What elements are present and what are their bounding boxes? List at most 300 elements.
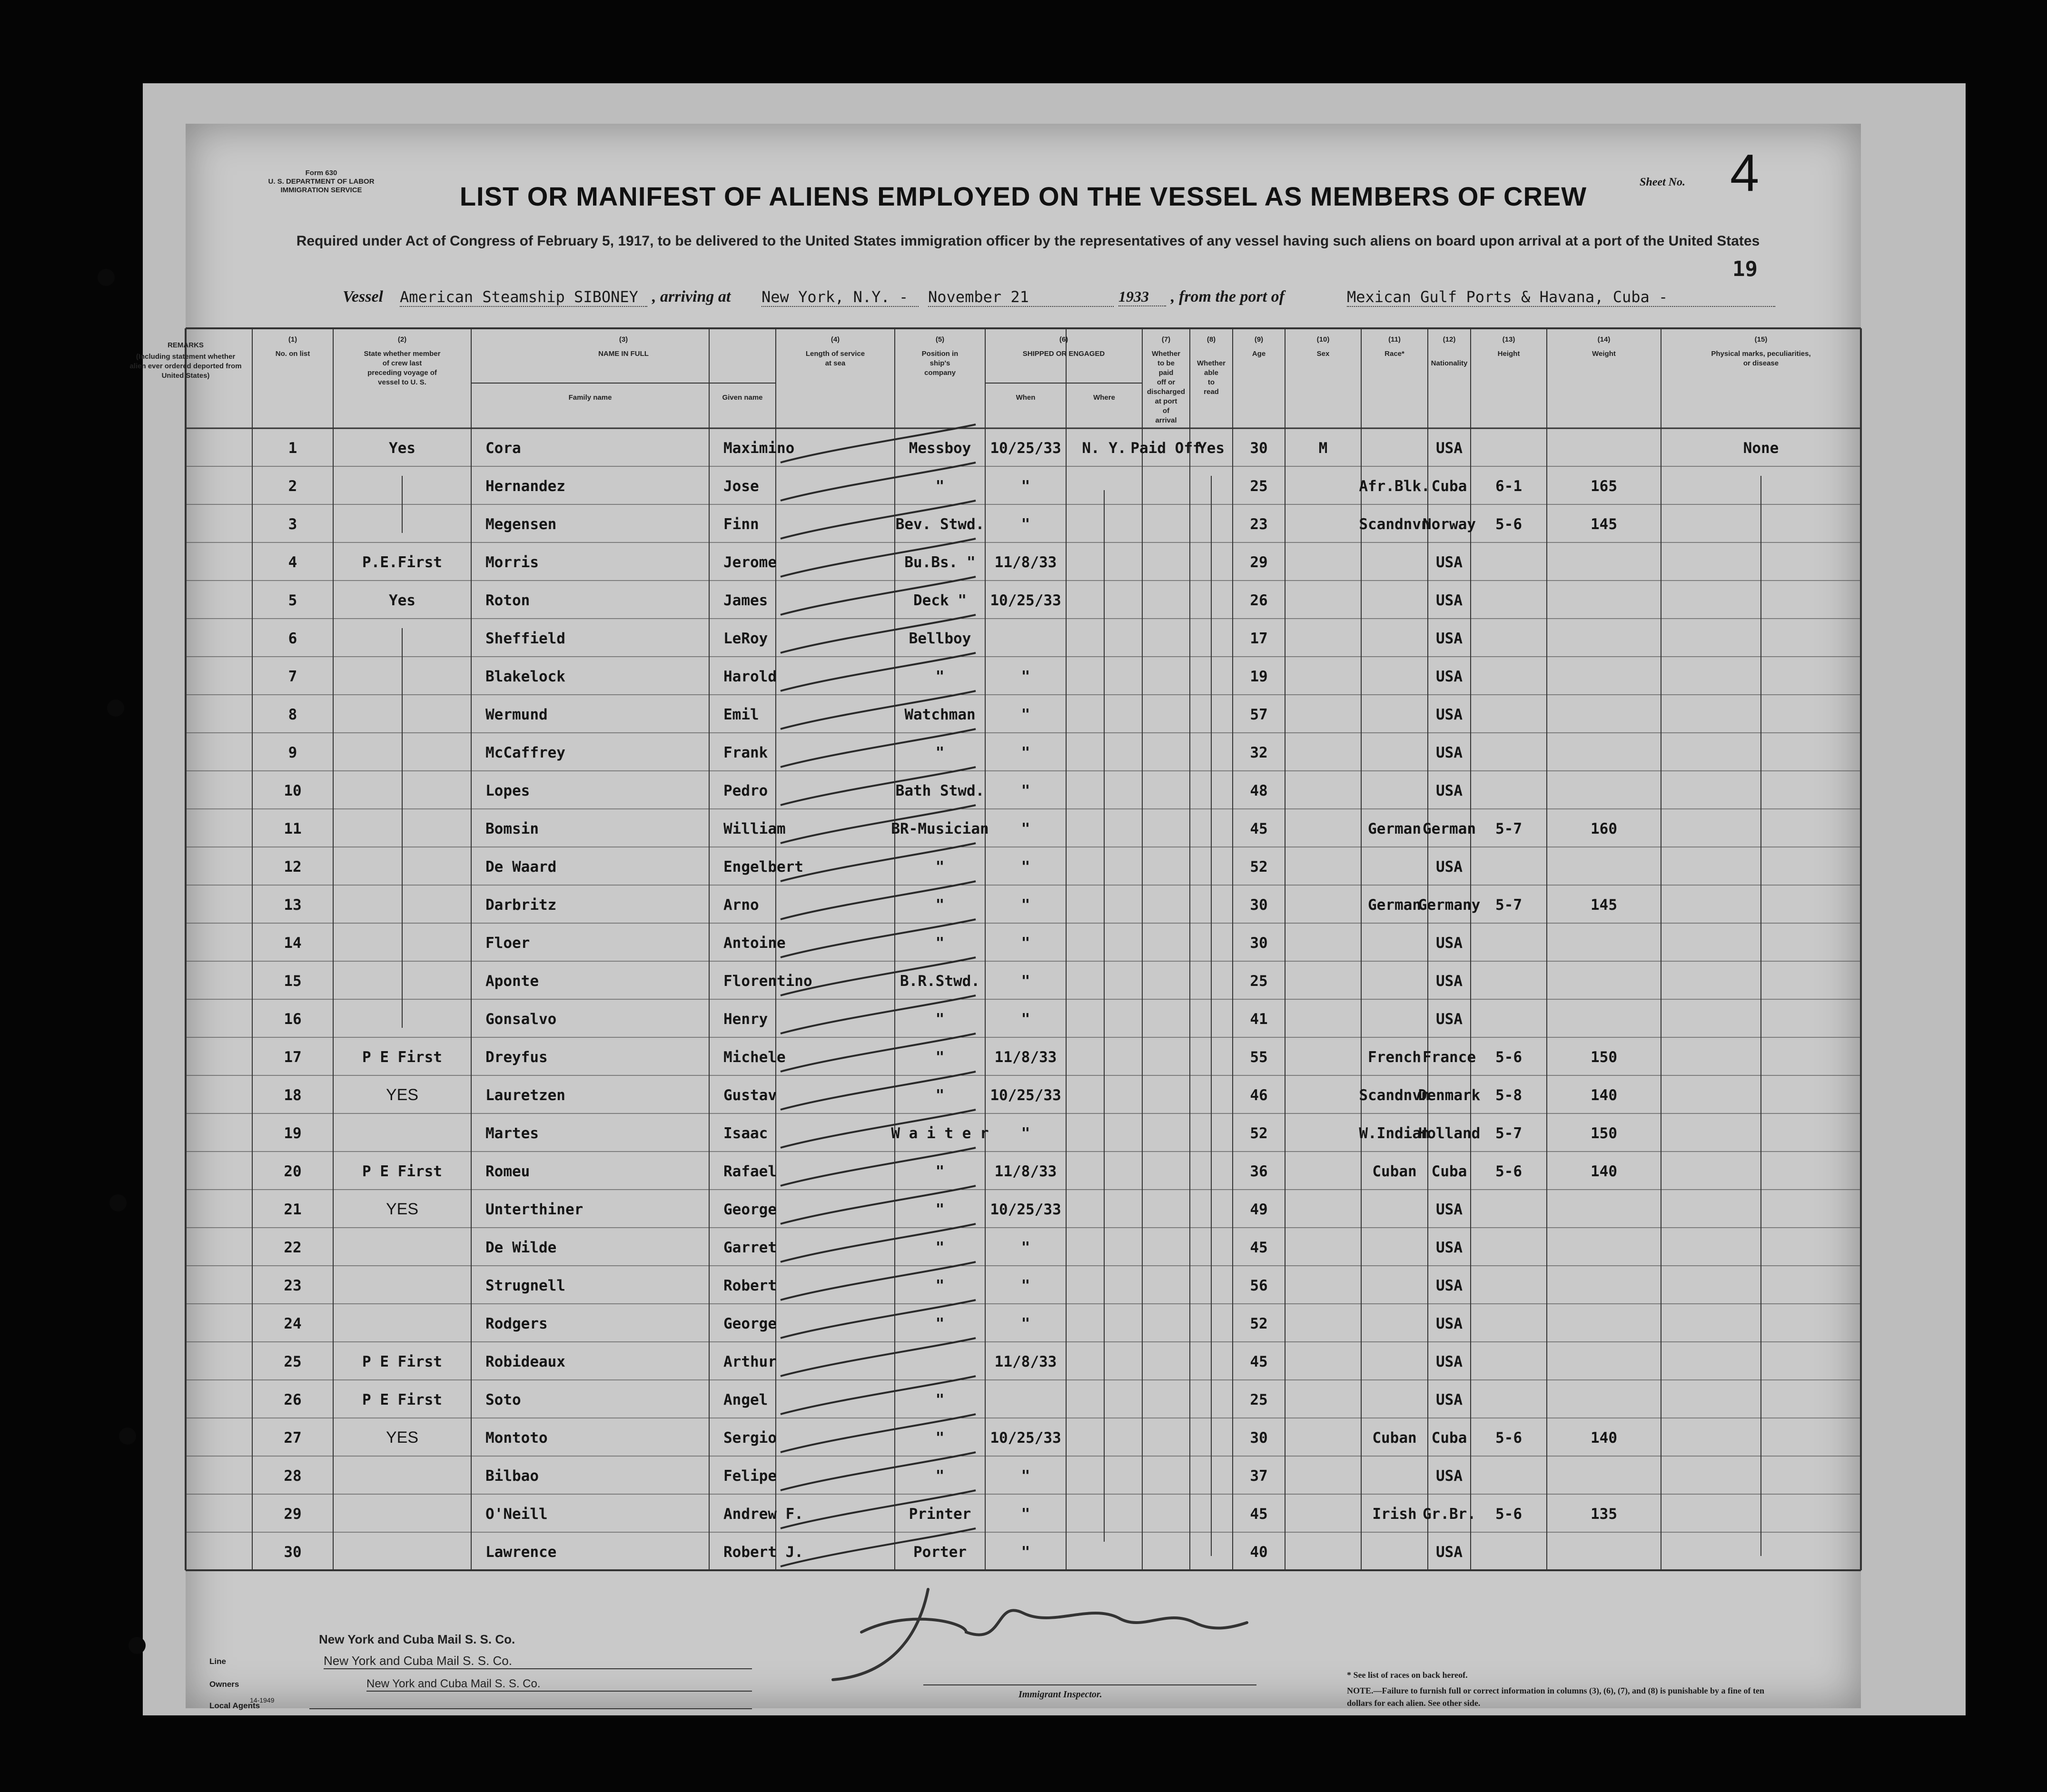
age: 52 [1250, 1315, 1268, 1332]
position: " [935, 1467, 945, 1485]
family-name: Soto [485, 1391, 521, 1408]
family-name: McCaffrey [485, 744, 565, 761]
arriving-label: , arriving at [652, 288, 731, 305]
age: 30 [1250, 1429, 1268, 1447]
column-header: company [924, 369, 956, 377]
given-name: Andrew F. [723, 1506, 803, 1523]
position: " [935, 1315, 945, 1332]
position: B.R.Stwd. [900, 973, 980, 990]
height: 5-8 [1495, 1087, 1522, 1104]
owners-label: Owners [209, 1680, 239, 1689]
position: W a i t e r [891, 1125, 989, 1142]
remarks-subheader: United States) [161, 372, 210, 380]
shipped-when: " [1021, 1239, 1030, 1256]
given-name: James [723, 592, 768, 609]
nationality: USA [1436, 1315, 1463, 1332]
position: Bellboy [909, 630, 971, 647]
given-name: Antoine [723, 935, 786, 952]
remarks-subheader: (Including statement whether [136, 353, 236, 361]
column-header: off or [1157, 378, 1176, 386]
prev-voyage: Yes [389, 440, 415, 457]
list-number: 13 [284, 896, 302, 914]
column-header: Height [1497, 350, 1520, 358]
shipped-when: " [1021, 1467, 1030, 1485]
list-number: 8 [288, 706, 297, 723]
list-number: 21 [284, 1201, 302, 1218]
arrival-port: New York, N.Y. - [761, 288, 919, 307]
list-number: 26 [284, 1391, 302, 1408]
column-header: Physical marks, peculiarities, [1711, 350, 1811, 358]
position: " [935, 1201, 945, 1218]
given-name: George [723, 1315, 777, 1332]
given-name: Engelbert [723, 858, 803, 876]
height: 5-7 [1495, 896, 1522, 914]
list-number: 7 [288, 668, 297, 685]
age: 46 [1250, 1087, 1268, 1104]
penalty-note: NOTE.—Failure to furnish full or correct information in columns (3), (6), (7), and (8) is punishable by a fine of ten dollars for each alien. See other side. [1347, 1686, 1765, 1708]
nationality: USA [1436, 706, 1463, 723]
age: 23 [1250, 516, 1268, 533]
race: Scandnvn [1359, 516, 1430, 533]
position: " [935, 1277, 945, 1294]
height: 5-6 [1495, 1049, 1522, 1066]
given-name: Finn [723, 516, 759, 533]
prev-voyage: YES [386, 1086, 419, 1104]
age: 57 [1250, 706, 1268, 723]
family-name: Floer [485, 935, 530, 952]
family-name: De Wilde [485, 1239, 557, 1256]
age: 19 [1250, 668, 1268, 685]
position: BR-Musician [891, 820, 989, 837]
shipped-when: " [1021, 1125, 1030, 1142]
position: " [935, 744, 945, 761]
position: Porter [913, 1544, 967, 1561]
prev-voyage: Yes [389, 592, 415, 609]
binder-hole [109, 1194, 127, 1211]
shipped-when: " [1021, 782, 1030, 799]
column-number: (5) [935, 335, 945, 344]
family-name: Wermund [485, 706, 548, 723]
race: German [1368, 820, 1421, 837]
remarks-subheader: alien ever ordered deported from [129, 362, 242, 370]
weight: 140 [1591, 1163, 1617, 1180]
remarks-header: REMARKS [168, 341, 204, 349]
list-number: 17 [284, 1049, 302, 1066]
shipped-when: " [1021, 668, 1030, 685]
binder-hole [98, 269, 115, 286]
shipped-when: " [1021, 820, 1030, 837]
paid-off: Paid Off [1130, 440, 1202, 457]
age: 48 [1250, 782, 1268, 799]
family-name: Morris [485, 554, 539, 571]
race: W.Indian [1359, 1125, 1430, 1142]
age: 17 [1250, 630, 1268, 647]
family-name: Robideaux [485, 1353, 565, 1370]
shipped-when: " [1021, 1277, 1030, 1294]
shipped-when: 10/25/33 [990, 1429, 1061, 1447]
list-number: 14 [284, 935, 302, 952]
where-header: Where [1093, 394, 1115, 402]
prev-voyage: YES [386, 1200, 419, 1218]
family-name: Romeu [485, 1163, 530, 1180]
race: Afr.Blk. [1359, 478, 1430, 495]
position: Messboy [909, 440, 971, 457]
list-number: 18 [284, 1087, 302, 1104]
crew-count: 19 [1732, 257, 1758, 281]
given-name: Pedro [723, 782, 768, 799]
nationality: Holland [1418, 1125, 1481, 1142]
column-header: vessel to U. S. [378, 378, 426, 386]
list-number: 3 [288, 516, 297, 533]
family-name: Darbritz [485, 896, 557, 914]
list-number: 6 [288, 630, 297, 647]
shipped-when: " [1021, 1315, 1030, 1332]
given-name: Sergio [723, 1429, 777, 1447]
arrival-date: November 21 [928, 288, 1114, 307]
nationality: France [1423, 1049, 1476, 1066]
list-number: 4 [288, 554, 297, 571]
weight: 140 [1591, 1087, 1617, 1104]
nationality: USA [1436, 744, 1463, 761]
race: Scandnvn [1359, 1087, 1430, 1104]
age: 40 [1250, 1544, 1268, 1561]
departure-port: Mexican Gulf Ports & Havana, Cuba - [1347, 288, 1775, 307]
height: 5-7 [1495, 1125, 1522, 1142]
shipped-when: 10/25/33 [990, 440, 1061, 457]
nationality: USA [1436, 1391, 1463, 1408]
position: " [935, 478, 945, 495]
given-name-header: Given name [722, 394, 763, 402]
position: " [935, 935, 945, 952]
given-name: Rafael [723, 1163, 777, 1180]
sheet-label: Sheet No. [1640, 176, 1685, 188]
column-number: (15) [1754, 335, 1768, 344]
list-number: 1 [288, 440, 297, 457]
nationality: USA [1436, 973, 1463, 990]
shipped-when: " [1021, 1506, 1030, 1523]
height: 5-6 [1495, 1163, 1522, 1180]
list-number: 29 [284, 1506, 302, 1523]
weight: 135 [1591, 1506, 1617, 1523]
age: 52 [1250, 1125, 1268, 1142]
given-name: Jose [723, 478, 759, 495]
list-number: 12 [284, 858, 302, 876]
column-header: of crew last [382, 359, 422, 367]
column-number: (10) [1316, 335, 1330, 344]
position: Printer [909, 1506, 971, 1523]
list-number: 24 [284, 1315, 302, 1332]
nationality: USA [1436, 1239, 1463, 1256]
page-title: LIST OR MANIFEST OF ALIENS EMPLOYED ON THE VESSEL AS MEMBERS OF CREW [459, 181, 1587, 211]
shipped-when: 11/8/33 [994, 554, 1057, 571]
race: French [1368, 1049, 1421, 1066]
weight: 160 [1591, 820, 1617, 837]
column-header: Sex [1316, 350, 1330, 358]
column-header: State whether member [364, 350, 441, 358]
position: Watchman [904, 706, 976, 723]
family-name: Martes [485, 1125, 539, 1142]
family-name: Lopes [485, 782, 530, 799]
family-name: Lawrence [485, 1544, 557, 1561]
column-header: to be [1157, 359, 1175, 367]
nationality: USA [1436, 1353, 1463, 1370]
family-name: Unterthiner [485, 1201, 583, 1218]
age: 49 [1250, 1201, 1268, 1218]
arrival-year: 1933 [1118, 288, 1166, 306]
column-header: able [1204, 369, 1219, 377]
given-name: Gustav [723, 1087, 777, 1104]
column-number: (2) [397, 335, 407, 344]
column-number: (7) [1161, 335, 1171, 344]
height: 5-6 [1495, 516, 1522, 533]
line-label: Line [209, 1657, 226, 1666]
family-name: Hernandez [485, 478, 565, 495]
position: " [935, 1011, 945, 1028]
position: " [935, 1391, 945, 1408]
column-header: Weight [1592, 350, 1616, 358]
when-header: When [1016, 394, 1036, 402]
given-name: Arno [723, 896, 759, 914]
given-name: Florentino [723, 973, 812, 990]
nationality: USA [1436, 668, 1463, 685]
age: 56 [1250, 1277, 1268, 1294]
nationality: USA [1436, 935, 1463, 952]
age: 25 [1250, 478, 1268, 495]
given-name: William [723, 820, 786, 837]
service: IMMIGRATION SERVICE [280, 186, 362, 194]
prev-voyage: P E First [362, 1391, 442, 1408]
nationality: USA [1436, 782, 1463, 799]
column-header: of [1162, 407, 1170, 415]
position: " [935, 1239, 945, 1256]
manifest-form [129, 124, 1861, 1710]
column-header: preceding voyage of [367, 369, 437, 377]
family-name: Bomsin [485, 820, 539, 837]
list-number: 2 [288, 478, 297, 495]
column-header: to [1207, 378, 1215, 386]
nationality: USA [1436, 1277, 1463, 1294]
family-name: Sheffield [485, 630, 565, 647]
nationality: Gr.Br. [1423, 1506, 1476, 1523]
age: 26 [1250, 592, 1268, 609]
shipped-when: " [1021, 1011, 1030, 1028]
nationality: USA [1436, 440, 1463, 457]
position: " [935, 1163, 945, 1180]
company-stamp: New York and Cuba Mail S. S. Co. [319, 1632, 515, 1646]
list-number: 22 [284, 1239, 302, 1256]
department: U. S. DEPARTMENT OF LABOR [268, 177, 375, 186]
column-header: Position in [921, 350, 959, 358]
given-name: Felipe [723, 1467, 777, 1485]
prev-voyage: P.E.First [362, 554, 442, 571]
column-header: discharged [1147, 388, 1186, 396]
nationality: USA [1436, 630, 1463, 647]
age: 55 [1250, 1049, 1268, 1066]
nationality: Cuba [1431, 1429, 1467, 1447]
list-number: 27 [284, 1429, 302, 1447]
given-name: Maximino [723, 440, 795, 457]
nationality: Denmark [1418, 1087, 1481, 1104]
race: German [1368, 896, 1421, 914]
column-header: SHIPPED OR ENGAGED [1022, 350, 1105, 358]
column-number: (8) [1206, 335, 1216, 344]
shipped-when: 10/25/33 [990, 592, 1061, 609]
given-name: George [723, 1201, 777, 1218]
list-number: 20 [284, 1163, 302, 1180]
given-name: Robert [723, 1277, 777, 1294]
prev-voyage: P E First [362, 1163, 442, 1180]
column-number: (11) [1388, 335, 1401, 344]
age: 30 [1250, 896, 1268, 914]
race: Irish [1372, 1506, 1417, 1523]
position: Bev. Stwd. [895, 516, 985, 533]
shipped-when: 11/8/33 [994, 1353, 1057, 1370]
position: " [935, 1087, 945, 1104]
family-name: Cora [485, 440, 521, 457]
column-number: (3) [619, 335, 628, 344]
given-name: LeRoy [723, 630, 768, 647]
column-header: Length of service [805, 350, 865, 358]
column-number: (6) [1059, 335, 1068, 344]
column-number: (13) [1502, 335, 1515, 344]
vessel-label: Vessel [343, 288, 383, 305]
family-name: Strugnell [485, 1277, 565, 1294]
shipped-when: 11/8/33 [994, 1163, 1057, 1180]
shipped-when: " [1021, 478, 1030, 495]
prev-voyage: YES [386, 1428, 419, 1447]
given-name: Robert J. [723, 1544, 803, 1561]
binder-hole [129, 1637, 146, 1654]
sheet-number: 4 [1730, 144, 1760, 202]
column-header: or disease [1743, 359, 1779, 367]
age: 29 [1250, 554, 1268, 571]
shipped-when: " [1021, 935, 1030, 952]
height: 5-6 [1495, 1429, 1522, 1447]
height: 6-1 [1495, 478, 1522, 495]
shipped-when: " [1021, 744, 1030, 761]
given-name: Garret [723, 1239, 777, 1256]
list-number: 19 [284, 1125, 302, 1142]
vessel-name: American Steamship SIBONEY [400, 288, 647, 307]
given-name: Emil [723, 706, 759, 723]
physical-marks: None [1743, 440, 1779, 457]
given-name: Henry [723, 1011, 768, 1028]
nationality: USA [1436, 1467, 1463, 1485]
weight: 150 [1591, 1049, 1617, 1066]
nationality: USA [1436, 592, 1463, 609]
age: 32 [1250, 744, 1268, 761]
column-number: (14) [1597, 335, 1611, 344]
shipped-when: 10/25/33 [990, 1201, 1061, 1218]
form-code: 14-1949 [250, 1696, 275, 1704]
form-number: Form 630 [305, 169, 337, 177]
family-name: Gonsalvo [485, 1011, 557, 1028]
position: Deck " [913, 592, 967, 609]
nationality: German [1423, 820, 1476, 837]
nationality: Norway [1423, 516, 1476, 533]
column-number: (1) [288, 335, 297, 344]
position: Bu.Bs. " [904, 554, 976, 571]
nationality: USA [1436, 1544, 1463, 1561]
age: 52 [1250, 858, 1268, 876]
age: 30 [1250, 935, 1268, 952]
shipped-when: " [1021, 973, 1030, 990]
nationality: USA [1436, 554, 1463, 571]
inspector-signature [186, 124, 1861, 1708]
list-number: 11 [284, 820, 302, 837]
given-name: Angel [723, 1391, 768, 1408]
family-name: De Waard [485, 858, 557, 876]
nationality: USA [1436, 1011, 1463, 1028]
weight: 150 [1591, 1125, 1617, 1142]
column-number: (9) [1254, 335, 1264, 344]
nationality: Cuba [1431, 1163, 1467, 1180]
race: Cuban [1372, 1429, 1417, 1447]
age: 25 [1250, 1391, 1268, 1408]
column-header: Whether [1152, 350, 1180, 358]
position: " [935, 858, 945, 876]
weight: 145 [1591, 896, 1617, 914]
shipped-when: 11/8/33 [994, 1049, 1057, 1066]
owners-value: New York and Cuba Mail S. S. Co. [366, 1677, 752, 1692]
weight: 140 [1591, 1429, 1617, 1447]
race: Cuban [1372, 1163, 1417, 1180]
list-number: 5 [288, 592, 297, 609]
family-name: Aponte [485, 973, 539, 990]
column-header: No. on list [275, 350, 310, 358]
able-to-read: Yes [1198, 440, 1225, 457]
column-number: (12) [1443, 335, 1456, 344]
nationality: Germany [1418, 896, 1481, 914]
position: " [935, 1429, 945, 1447]
column-header: arrival [1155, 416, 1177, 424]
family-name: Megensen [485, 516, 557, 533]
list-number: 23 [284, 1277, 302, 1294]
column-header: at port [1155, 397, 1177, 405]
age: 30 [1250, 440, 1268, 457]
binder-hole [107, 699, 124, 717]
height: 5-6 [1495, 1506, 1522, 1523]
family-name-header: Family name [568, 394, 612, 402]
shipped-when: " [1021, 1544, 1030, 1561]
age: 45 [1250, 1239, 1268, 1256]
sex: M [1318, 440, 1328, 457]
column-header: read [1204, 388, 1219, 396]
family-name: Blakelock [485, 668, 565, 685]
family-name: Bilbao [485, 1467, 539, 1485]
column-header: Whether [1197, 359, 1226, 367]
column-header: Nationality [1431, 359, 1468, 367]
weight: 165 [1591, 478, 1617, 495]
column-header: Age [1252, 350, 1266, 358]
shipped-when: " [1021, 706, 1030, 723]
shipped-when: " [1021, 858, 1030, 876]
list-number: 15 [284, 973, 302, 990]
given-name: Harold [723, 668, 777, 685]
line-value: New York and Cuba Mail S. S. Co. [324, 1654, 752, 1669]
given-name: Isaac [723, 1125, 768, 1142]
page-subtitle: Required under Act of Congress of February 5, 1917, to be delivered to the United States immigration officer by the representatives of any vessel having such aliens on board upon arrival at a port of the United States [296, 233, 1760, 249]
list-number: 28 [284, 1467, 302, 1485]
age: 36 [1250, 1163, 1268, 1180]
column-number: (4) [831, 335, 840, 344]
prev-voyage: P E First [362, 1049, 442, 1066]
position: Bath Stwd. [895, 782, 985, 799]
nationality: Cuba [1431, 478, 1467, 495]
family-name: Dreyfus [485, 1049, 548, 1066]
shipped-when: " [1021, 516, 1030, 533]
shipped-where: N. Y. [1082, 440, 1127, 457]
